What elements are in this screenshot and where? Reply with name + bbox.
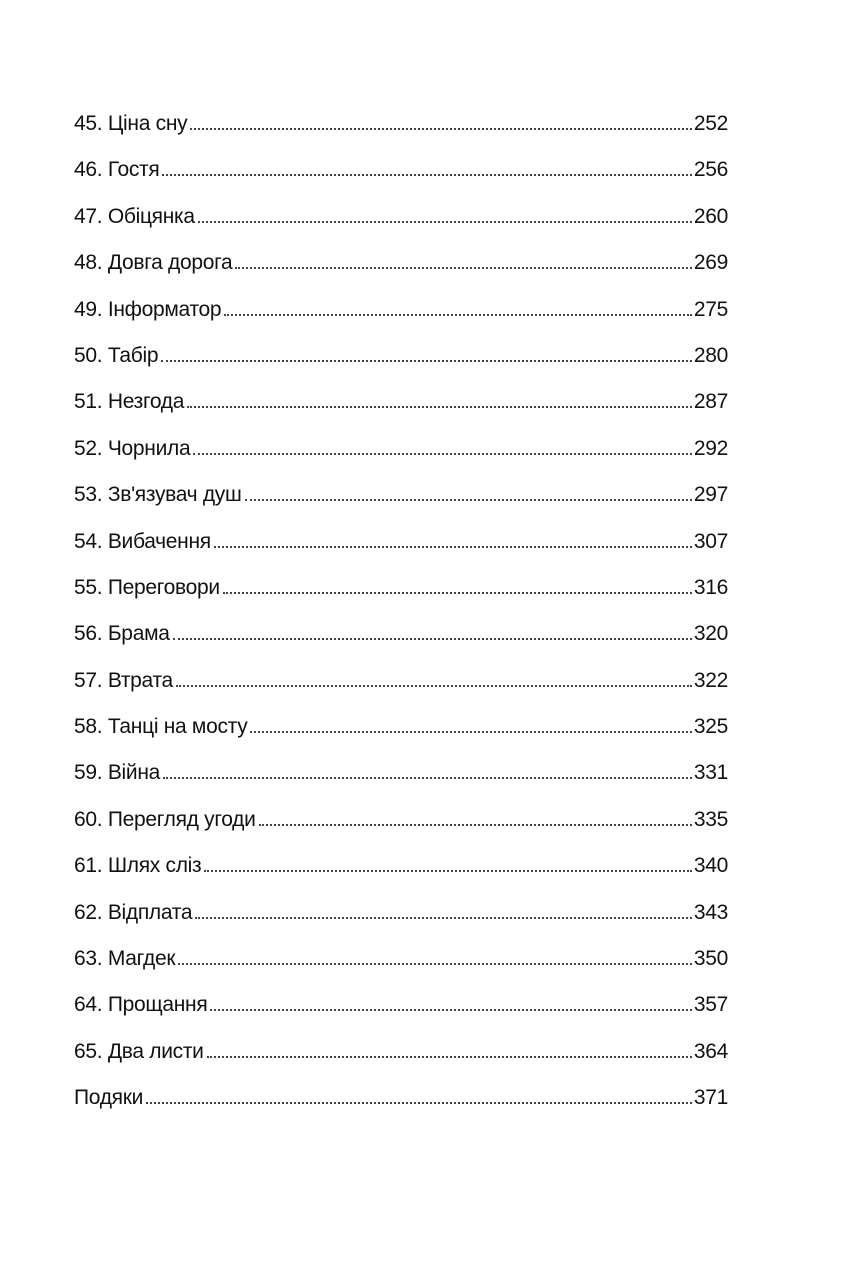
toc-entry <box>74 345 728 391</box>
toc-entry-title: 47. Обіцянка <box>74 204 195 228</box>
toc-entry <box>74 206 728 252</box>
toc-entry-page-number: 292 <box>693 436 728 460</box>
toc-entry <box>74 531 728 577</box>
toc-entry-page-number: 371 <box>693 1086 728 1110</box>
toc-entry-title: 48. Довга дорога <box>74 251 233 275</box>
toc-dot-leader <box>204 870 691 872</box>
toc-entry-title: 53. Зв'язувач душ <box>74 483 242 507</box>
toc-dot-leader <box>235 267 691 269</box>
toc-dot-leader <box>173 638 692 640</box>
toc-entry-page-number: 256 <box>693 158 728 182</box>
toc-entry-page-number: 287 <box>693 390 728 414</box>
toc-entry <box>74 113 728 159</box>
toc-entry <box>74 252 728 298</box>
toc-entry-title: 45. Ціна сну <box>74 112 188 135</box>
toc-entry-title: 56. Брама <box>74 622 170 646</box>
table-of-contents <box>74 113 728 1134</box>
toc-dot-leader <box>198 221 692 223</box>
toc-entry-page-number: 350 <box>693 947 728 971</box>
toc-dot-leader <box>259 824 692 826</box>
toc-dot-leader <box>146 1102 692 1104</box>
toc-dot-leader <box>163 777 692 779</box>
toc-entry-title: Подяки <box>74 1086 144 1110</box>
toc-entry-page-number: 343 <box>693 900 728 924</box>
toc-entry-title: 64. Прощання <box>74 993 208 1017</box>
toc-entry-page-number: 340 <box>693 854 728 878</box>
toc-entry <box>74 438 728 484</box>
toc-entry-title: 61. Шлях сліз <box>74 854 202 878</box>
toc-entry-title: 54. Вибачення <box>74 529 211 553</box>
toc-entry <box>74 1041 728 1087</box>
toc-dot-leader <box>162 174 691 176</box>
toc-entry-title: 59. Війна <box>74 761 161 785</box>
toc-dot-leader <box>195 917 692 919</box>
toc-entry-page-number: 275 <box>693 297 728 321</box>
toc-entry <box>74 762 728 808</box>
toc-entry-page-number: 269 <box>693 251 728 275</box>
toc-entry <box>74 855 728 901</box>
toc-entry-title: 65. Два листи <box>74 1039 204 1063</box>
toc-entry <box>74 716 728 762</box>
toc-entry-page-number: 297 <box>693 483 728 507</box>
toc-entry <box>74 902 728 948</box>
toc-dot-leader <box>223 592 692 594</box>
toc-entry-page-number: 320 <box>693 622 728 646</box>
toc-entry <box>74 670 728 716</box>
toc-entry-title: 46. Гостя <box>74 158 160 182</box>
toc-entry-page-number: 357 <box>693 993 728 1017</box>
toc-dot-leader <box>161 360 692 362</box>
toc-entry-title: 58. Танці на мосту <box>74 715 248 739</box>
toc-entry <box>74 577 728 623</box>
toc-entry-page-number: 331 <box>693 761 728 785</box>
toc-entry <box>74 1087 728 1133</box>
toc-dot-leader <box>214 546 692 548</box>
toc-entry <box>74 484 728 530</box>
toc-entry-page-number: 252 <box>693 112 728 135</box>
toc-entry-page-number: 316 <box>693 575 728 599</box>
toc-dot-leader <box>224 314 692 316</box>
toc-dot-leader <box>193 453 692 455</box>
toc-entry <box>74 159 728 205</box>
toc-entry-title: 57. Втрата <box>74 668 173 692</box>
toc-dot-leader <box>178 963 692 965</box>
toc-entry-title: 62. Відплата <box>74 900 193 924</box>
toc-entry <box>74 299 728 345</box>
toc-dot-leader <box>190 128 692 130</box>
toc-entry <box>74 391 728 437</box>
toc-entry-page-number: 364 <box>693 1039 728 1063</box>
toc-dot-leader <box>250 731 691 733</box>
toc-entry-title: 51. Незгода <box>74 390 185 414</box>
toc-dot-leader <box>176 685 692 687</box>
toc-entry-page-number: 322 <box>693 668 728 692</box>
toc-entry-title: 50. Табір <box>74 343 159 367</box>
toc-entry-title: 63. Магдек <box>74 947 176 971</box>
toc-entry-title: 49. Інформатор <box>74 297 222 321</box>
toc-dot-leader <box>187 406 692 408</box>
toc-dot-leader <box>245 499 692 501</box>
toc-entry <box>74 809 728 855</box>
toc-entry-title: 52. Чорнила <box>74 436 191 460</box>
toc-dot-leader <box>207 1056 692 1058</box>
toc-entry-page-number: 280 <box>693 343 728 367</box>
toc-dot-leader <box>210 1009 691 1011</box>
toc-entry <box>74 948 728 994</box>
toc-entry-page-number: 325 <box>693 715 728 739</box>
toc-entry-title: 60. Перегляд угоди <box>74 807 256 831</box>
toc-entry <box>74 623 728 669</box>
toc-entry-page-number: 335 <box>693 807 728 831</box>
toc-entry-title: 55. Переговори <box>74 575 220 599</box>
toc-entry-page-number: 307 <box>693 529 728 553</box>
toc-entry-page-number: 260 <box>693 204 728 228</box>
toc-entry <box>74 994 728 1040</box>
